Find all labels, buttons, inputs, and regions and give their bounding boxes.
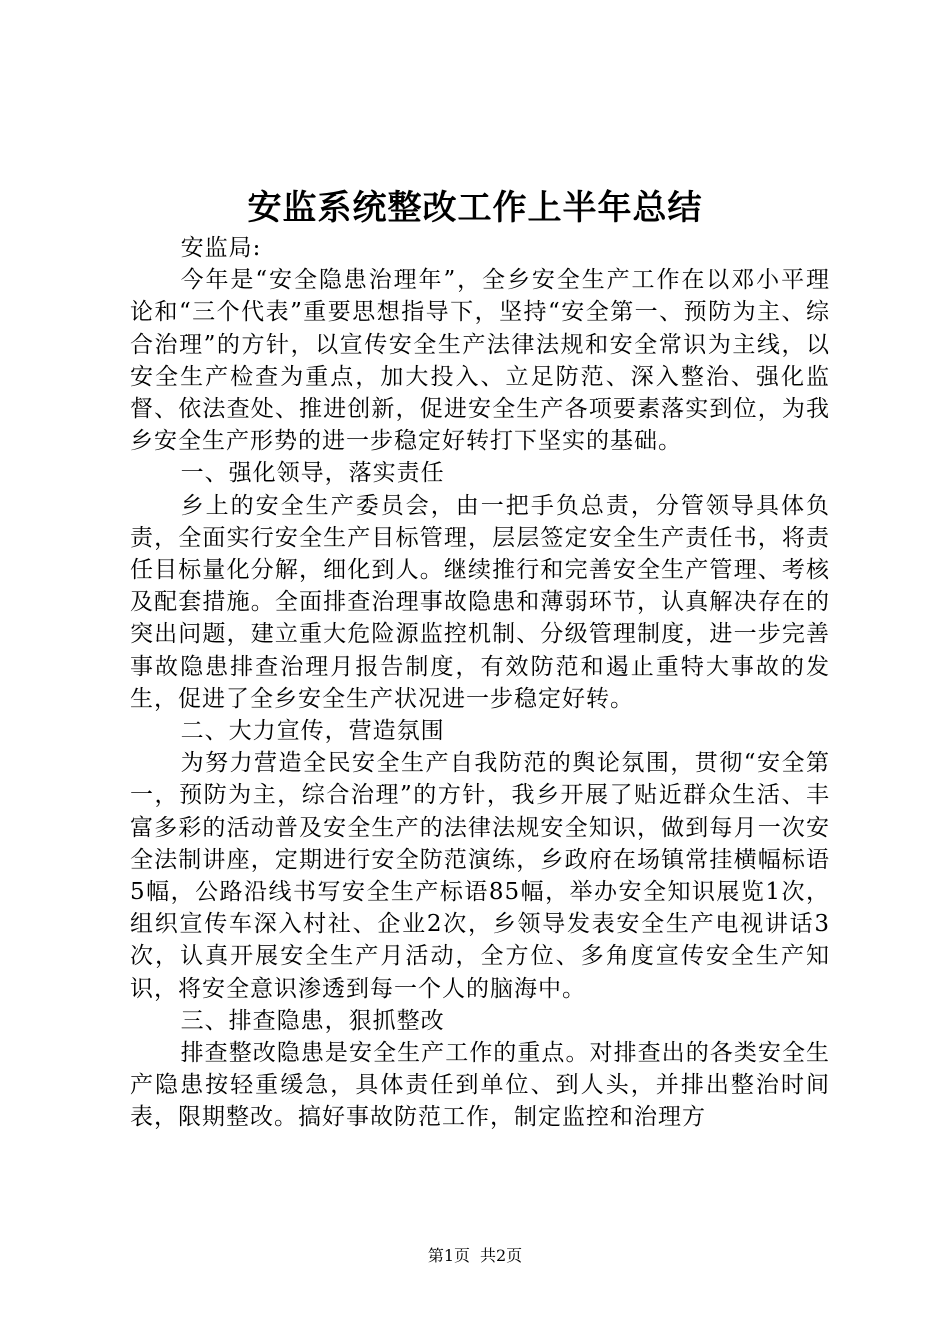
section-heading-2: 二、大力宣传，营造氛围 <box>180 718 445 745</box>
section-paragraph-2: 为努力营造全民安全生产自我防范的舆论氛围，贯彻“安全第一，预防为主，综合治理”的方针，我乡开展了贴近群众生活、丰富多彩的活动普及安全生产的法律法规安全知识，做到每月一次安全法制讲座，定期进行安全防范演练，乡政府在场镇常挂横幅标语5幅，公路沿线书写安全生产标语85幅，举办安全知识展览1次，组织宣传车深入村社、企业2次，乡领导发表安全生产电视讲话3次，认真开展安全生产月活动，全方位、多角度宣传安全生产知识，将安全意识渗透到每一个人的脑海中。 <box>130 750 830 1002</box>
page-total: 共2页 <box>480 1246 523 1265</box>
page-footer <box>0 1245 950 1267</box>
section-paragraph-3: 排查整改隐患是安全生产工作的重点。对排查出的各类安全生产隐患按轻重缓急，具体责任到单位、到人头，并排出整治时间表，限期整改。搞好事故防范工作，制定监控和治理方 <box>130 1040 830 1131</box>
salutation: 安监局: <box>180 235 262 261</box>
document-body <box>130 232 830 1134</box>
section-paragraph-1: 乡上的安全生产委员会，由一把手负总责，分管领导具体负责，全面实行安全生产目标管理，层层签定安全生产责任书，将责任目标量化分解，细化到人。继续推行和完善安全生产管理、考核及配套措施。全面排查治理事故隐患和薄弱环节，认真解决存在的突出问题，建立重大危险源监控机制、分级管理制度，进一步完善事故隐患排查治理月报告制度，有效防范和遏止重特大事故的发生，促进了全乡安全生产状况进一步稳定好转。 <box>130 492 830 712</box>
document-title: 安监系统整改工作上半年总结 <box>247 188 703 228</box>
section-heading-3: 三、排查隐患，狠抓整改 <box>180 1007 445 1034</box>
section-heading-1: 一、强化领导，落实责任 <box>180 460 445 487</box>
intro-paragraph: 今年是“安全隐患治理年”，全乡安全生产工作在以邓小平理论和“三个代表”重要思想指导下，坚持“安全第一、预防为主、综合治理”的方针，以宣传安全生产法律法规和安全常识为主线，以安全生产检查为重点，加大投入、立足防范、深入整治、强化监督、依法查处、推进创新，促进安全生产各项要素落实到位，为我乡安全生产形势的进一步稳定好转打下坚实的基础。 <box>130 267 830 455</box>
page-number: 第1页 <box>427 1246 470 1265</box>
